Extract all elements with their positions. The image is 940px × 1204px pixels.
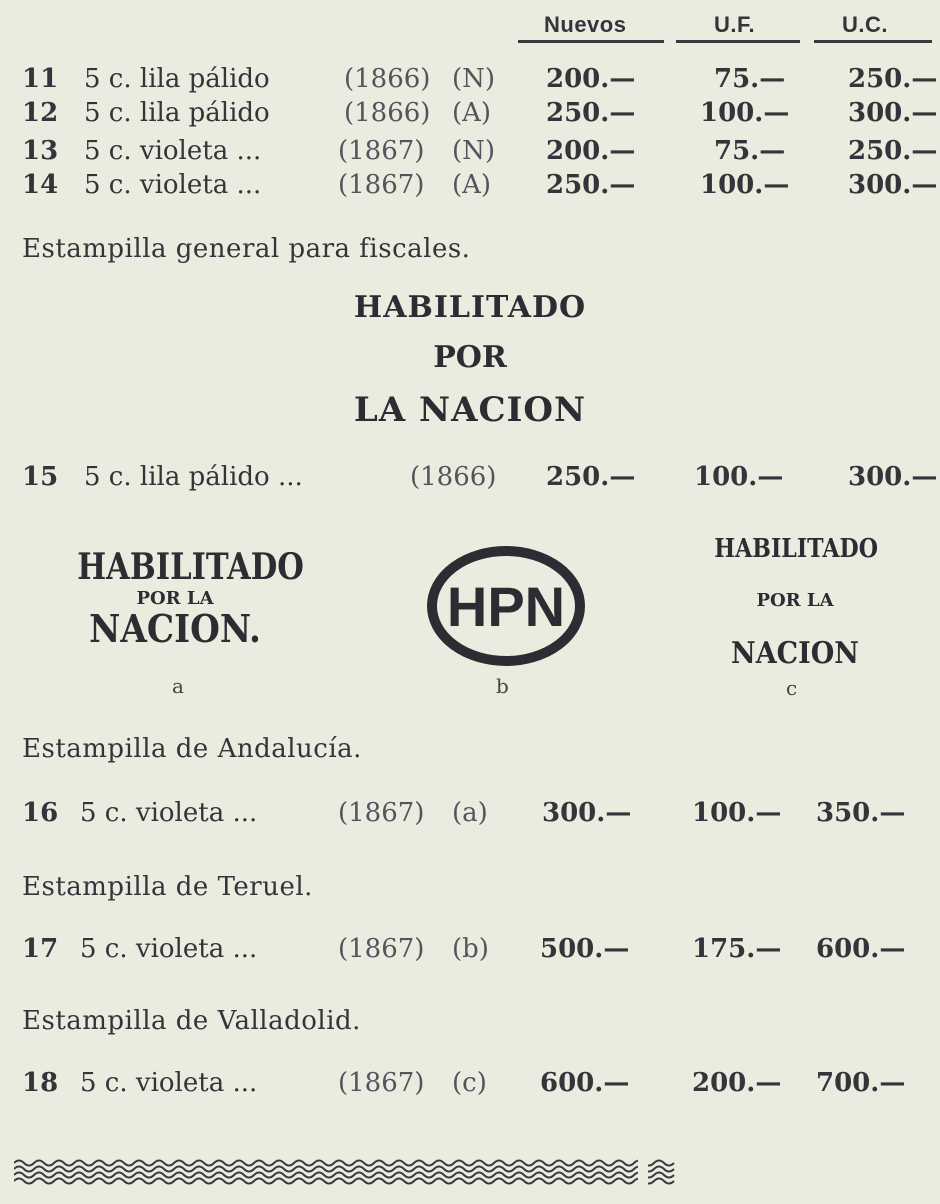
row-uc: 300.— (848, 98, 938, 128)
row-uf: 75.— (714, 64, 786, 94)
row-nuevos: 250.— (546, 462, 636, 492)
stamp-caption: a (172, 674, 184, 698)
section-heading: Estampilla de Andalucía. (22, 734, 362, 764)
header-rule (676, 40, 800, 43)
row-tag: (A) (452, 98, 492, 128)
stamp-a-line1: HABILITADO (77, 546, 304, 588)
row-tag: (N) (452, 136, 496, 166)
row-description: 5 c. violeta ... (80, 934, 258, 964)
row-description: 5 c. lila pálido (84, 98, 270, 128)
row-number: 18 (22, 1068, 59, 1098)
row-nuevos: 250.— (546, 98, 636, 128)
wavy-divider (14, 1156, 926, 1186)
row-number: 13 (22, 136, 59, 166)
row-tag: (A) (452, 170, 492, 200)
row-uc: 600.— (816, 934, 906, 964)
row-uc: 250.— (848, 136, 938, 166)
row-nuevos: 500.— (540, 934, 630, 964)
stamp-c-line3: NACION (731, 636, 859, 671)
row-tag: (N) (452, 64, 496, 94)
stamp-c-line2: POR LA (756, 590, 834, 611)
section-heading: Estampilla de Teruel. (22, 872, 313, 902)
stamp-b-text: HPN (446, 575, 566, 638)
row-year: (1867) (338, 170, 425, 200)
row-tag: (c) (452, 1068, 487, 1098)
row-nuevos: 600.— (540, 1068, 630, 1098)
row-uf: 100.— (692, 798, 782, 828)
row-uc: 300.— (848, 462, 938, 492)
row-uc: 300.— (848, 170, 938, 200)
row-year: (1866) (410, 462, 497, 492)
row-year: (1867) (338, 1068, 425, 1098)
row-nuevos: 300.— (542, 798, 632, 828)
row-year: (1867) (338, 136, 425, 166)
row-description: 5 c. violeta ... (84, 136, 262, 166)
row-number: 12 (22, 98, 59, 128)
row-number: 14 (22, 170, 59, 200)
stamp-a-line3: NACION. (89, 606, 261, 651)
stamp-a-line2: POR LA (136, 588, 214, 609)
stamp-main-line3: LA NACION (353, 390, 587, 430)
row-uf: 75.— (714, 136, 786, 166)
row-description: 5 c. violeta ... (80, 798, 258, 828)
row-tag: (b) (452, 934, 489, 964)
row-description: 5 c. violeta ... (80, 1068, 258, 1098)
stamp-caption: b (496, 674, 509, 698)
row-uf: 100.— (694, 462, 784, 492)
row-nuevos: 200.— (546, 136, 636, 166)
header-nuevos: Nuevos (544, 12, 627, 37)
row-number: 16 (22, 798, 59, 828)
row-tag: (a) (452, 798, 488, 828)
stamp-main-line1: HABILITADO (353, 290, 587, 325)
row-year: (1866) (344, 64, 431, 94)
row-year: (1866) (344, 98, 431, 128)
stamp-c-line1: HABILITADO (714, 534, 878, 564)
row-description: 5 c. lila pálido (84, 64, 270, 94)
row-number: 11 (22, 64, 59, 94)
row-description: 5 c. violeta ... (84, 170, 262, 200)
stamp-caption: c (786, 676, 798, 700)
row-uf: 175.— (692, 934, 782, 964)
header-uc: U.C. (842, 12, 888, 37)
header-rule (518, 40, 664, 43)
section-heading: Estampilla de Valladolid. (22, 1006, 361, 1036)
row-number: 15 (22, 462, 59, 492)
row-number: 17 (22, 934, 59, 964)
row-year: (1867) (338, 934, 425, 964)
row-uc: 700.— (816, 1068, 906, 1098)
row-year: (1867) (338, 798, 425, 828)
row-uc: 350.— (816, 798, 906, 828)
row-description: 5 c. lila pálido ... (84, 462, 303, 492)
header-rule (814, 40, 932, 43)
section-heading: Estampilla general para fiscales. (22, 234, 471, 264)
row-nuevos: 200.— (546, 64, 636, 94)
row-nuevos: 250.— (546, 170, 636, 200)
row-uc: 250.— (848, 64, 938, 94)
row-uf: 200.— (692, 1068, 782, 1098)
row-uf: 100.— (700, 170, 790, 200)
stamp-main-line2: POR (433, 340, 507, 375)
header-uf: U.F. (714, 12, 756, 37)
row-uf: 100.— (700, 98, 790, 128)
